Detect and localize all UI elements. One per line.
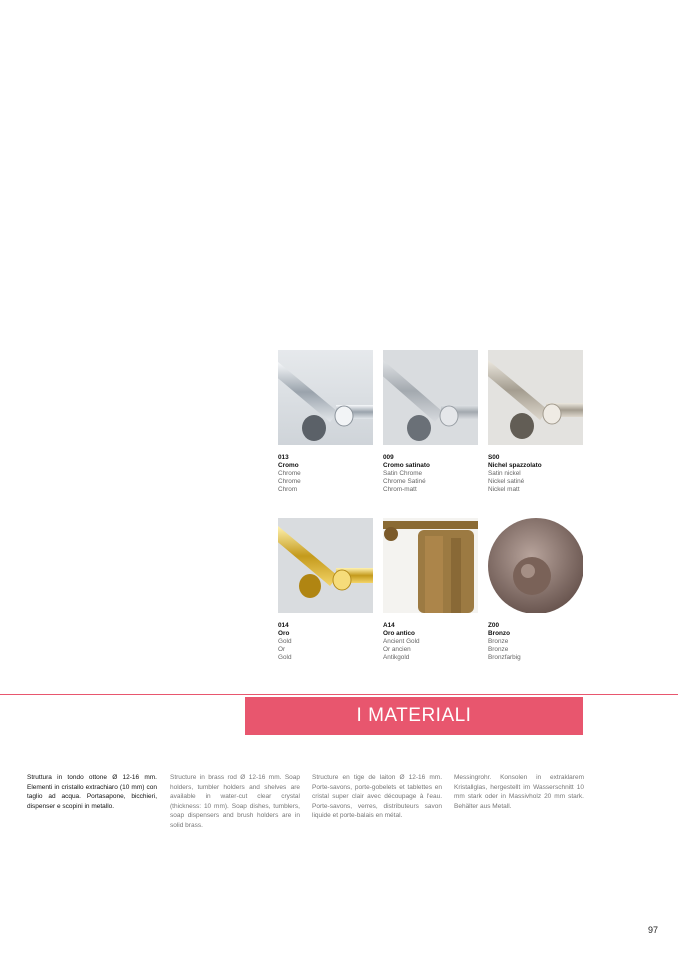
caption-finish-4 xyxy=(278,622,378,662)
finish-name-it: Oro antico xyxy=(383,630,415,638)
finish-name-de: Chrom-matt xyxy=(383,486,417,494)
finish-name-en: Chrome xyxy=(278,470,301,478)
swatch-chrome xyxy=(278,350,373,445)
finish-name-en: Ancient Gold xyxy=(383,638,420,646)
caption-finish-6 xyxy=(488,622,588,662)
finish-name-fr: Bronze xyxy=(488,646,509,654)
finish-code: S00 xyxy=(488,454,500,461)
finish-name-de: Gold xyxy=(278,654,292,662)
finish-name-fr: Or xyxy=(278,646,286,654)
finish-code: 013 xyxy=(278,454,289,461)
section-banner: I MATERIALI xyxy=(245,697,583,735)
finish-name-de: Nickel matt xyxy=(488,486,520,494)
swatch-ancient-gold xyxy=(383,518,478,613)
finish-code: 009 xyxy=(383,454,394,461)
description-en: Structure in brass rod Ø 12-16 mm. Soap holders, tumbler holders and shelves are available in water-cut clear crystal (thickness: 10 mm). Soap dishes, tumblers, soap dispensers and brush holders are in solid brass. xyxy=(170,774,300,829)
finish-code: A14 xyxy=(383,622,395,629)
swatch-satin-chrome xyxy=(383,350,478,445)
swatch-satin-nickel xyxy=(488,350,583,445)
description-de: Messingrohr. Konsolen in extraklarem Kristallglas, hergestellt im Wasserschnitt 10 mm stark oder in Massivholz 20 mm stark. Behälter aus Metall. xyxy=(454,774,584,810)
finish-name-it: Bronzo xyxy=(488,630,511,638)
finish-name-it: Cromo satinato xyxy=(383,462,430,470)
finish-name-de: Antikgold xyxy=(383,654,410,662)
finish-code: 014 xyxy=(278,622,289,629)
finish-name-it: Nichel spazzolato xyxy=(488,462,542,470)
finish-name-it: Cromo xyxy=(278,462,299,470)
description-fr: Structure en tige de laiton Ø 12-16 mm. Porte-savons, porte-gobelets et tablettes en cristal super clair avec découpage à l'eau. Porte-savons, verres, distributeurs savon liquide et porte-balais en métal. xyxy=(312,774,442,820)
finish-name-fr: Chrome Satiné xyxy=(383,478,426,486)
finish-name-it: Oro xyxy=(278,630,290,638)
finish-code: Z00 xyxy=(488,622,500,629)
description-it: Struttura in tondo ottone Ø 12-16 mm. Elementi in cristallo extrachiaro (10 mm) con taglio ad acqua. Portasapone, bicchieri, dispenser e scopini in metallo. xyxy=(27,774,157,810)
finish-name-de: Chrom xyxy=(278,486,298,494)
finish-name-fr: Nickel satiné xyxy=(488,478,525,486)
finish-name-fr: Chrome xyxy=(278,478,301,486)
swatch-gold xyxy=(278,518,373,613)
finish-name-en: Bronze xyxy=(488,638,509,646)
section-divider xyxy=(0,694,678,695)
finish-name-en: Gold xyxy=(278,638,292,646)
finish-name-en: Satin Chrome xyxy=(383,470,423,478)
caption-finish-3 xyxy=(488,454,588,494)
caption-finish-5 xyxy=(383,622,483,662)
caption-finish-2 xyxy=(383,454,483,494)
finish-name-fr: Or ancien xyxy=(383,646,411,654)
finish-name-en: Satin nickel xyxy=(488,470,521,478)
caption-finish-1 xyxy=(278,454,378,494)
page-number: 97 xyxy=(648,925,659,935)
finish-name-de: Bronzfarbig xyxy=(488,654,521,662)
swatch-bronze xyxy=(488,518,583,613)
